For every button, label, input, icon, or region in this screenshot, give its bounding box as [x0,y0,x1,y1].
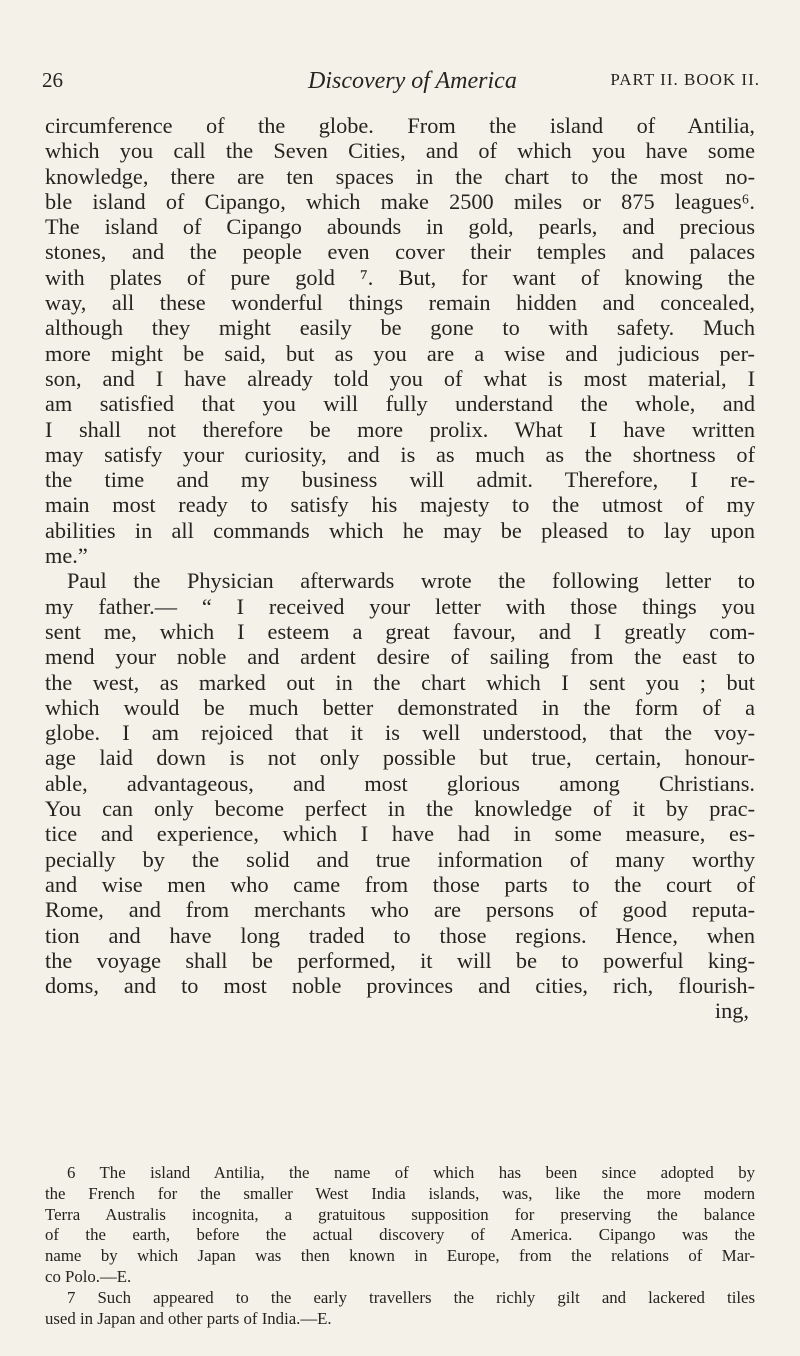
text-line: sent me, which I esteem a great favour, and I greatly com- [45,618,755,644]
text-line: doms, and to most noble provinces and cities, rich, flourish- [45,973,755,999]
footnote-line: 6 The island Antilia, the name of which has been since adopted by [67,1163,755,1182]
text-line: I shall not therefore be more prolix. What I have written [45,416,755,442]
text-line: the west, as marked out in the chart which I sent you ; but [45,669,755,695]
footnote-line: Terra Australis incognita, a gratuitous supposition for preserving the balance [45,1204,755,1224]
text-line: circumference of the globe. From the island of Antilia, [45,113,755,138]
text-line: and wise men who came from those parts to the court of [45,871,755,897]
text-line: age laid down is not only possible but true, certain, honour- [45,745,755,771]
text-line: mend your noble and ardent desire of sailing from the east to [45,644,755,670]
footnote-line: 7 Such appeared to the early travellers the richly gilt and lackered tiles [67,1287,755,1307]
text-line: You can only become perfect in the knowledge of it by prac- [45,796,755,822]
part-book-label: PART II. BOOK II. [610,70,760,89]
footnote-line: the French for the smaller West India islands, was, like the more modern [45,1183,755,1203]
text-line: with plates of pure gold ⁷. But, for want of knowing the [45,264,755,290]
text-line: stones, and the people even cover their temples and palaces [45,239,755,265]
footnote-line: of the earth, before the actual discovery of America. Cipango was the [45,1225,755,1245]
footnote-line: used in Japan and other parts of India.—E. [45,1308,332,1328]
main-text [45,113,755,1024]
text-line: may satisfy your curiosity, and is as much as the shortness of [45,441,755,467]
text-line: am satisfied that you will fully understand the whole, and [45,391,755,417]
page-number: 26 [42,68,63,92]
text-line: Paul the Physician afterwards wrote the following letter to [67,568,755,594]
text-line: the voyage shall be performed, it will be to powerful king- [45,947,755,973]
text-line: tion and have long traded to those regions. Hence, when [45,922,755,948]
text-line: more might be said, but as you are a wise and judicious per- [45,340,755,366]
footnotes [45,1163,755,1329]
text-line: pecially by the solid and true information of many worthy [45,846,755,872]
text-line: able, advantageous, and most glorious among Christians. [45,770,755,796]
text-line: main most ready to satisfy his majesty to the utmost of my [45,492,755,518]
text-line: Rome, and from merchants who are persons of good reputa- [45,897,755,923]
text-line: the time and my business will admit. Therefore, I re- [45,467,755,493]
text-line: ble island of Cipango, which make 2500 miles or 875 leagues⁶. [45,188,755,214]
text-line: although they might easily be gone to with safety. Much [45,315,755,341]
text-line: son, and I have already told you of what is most material, I [45,365,755,391]
text-line: my father.— “ I received your letter with those things you [45,593,755,619]
running-title: Discovery of America [308,68,517,94]
text-line: which you call the Seven Cities, and of which you have some [45,138,755,164]
text-line: globe. I am rejoiced that it is well understood, that the voy- [45,720,755,746]
running-header [42,68,760,98]
catchword: ing, [714,998,749,1024]
text-line: which would be much better demonstrated in the form of a [45,694,755,720]
text-line: abilities in all commands which he may be pleased to lay upon [45,517,755,543]
footnote-line: co Polo.—E. [45,1266,132,1286]
text-line: me.” [45,543,88,569]
text-line: knowledge, there are ten spaces in the chart to the most no- [45,163,755,189]
footnote-line: name by which Japan was then known in Europe, from the relations of Mar- [45,1246,755,1266]
text-line: way, all these wonderful things remain hidden and concealed, [45,290,755,316]
text-line: The island of Cipango abounds in gold, pearls, and precious [45,214,755,240]
text-line: tice and experience, which I have had in some measure, es- [45,821,755,847]
